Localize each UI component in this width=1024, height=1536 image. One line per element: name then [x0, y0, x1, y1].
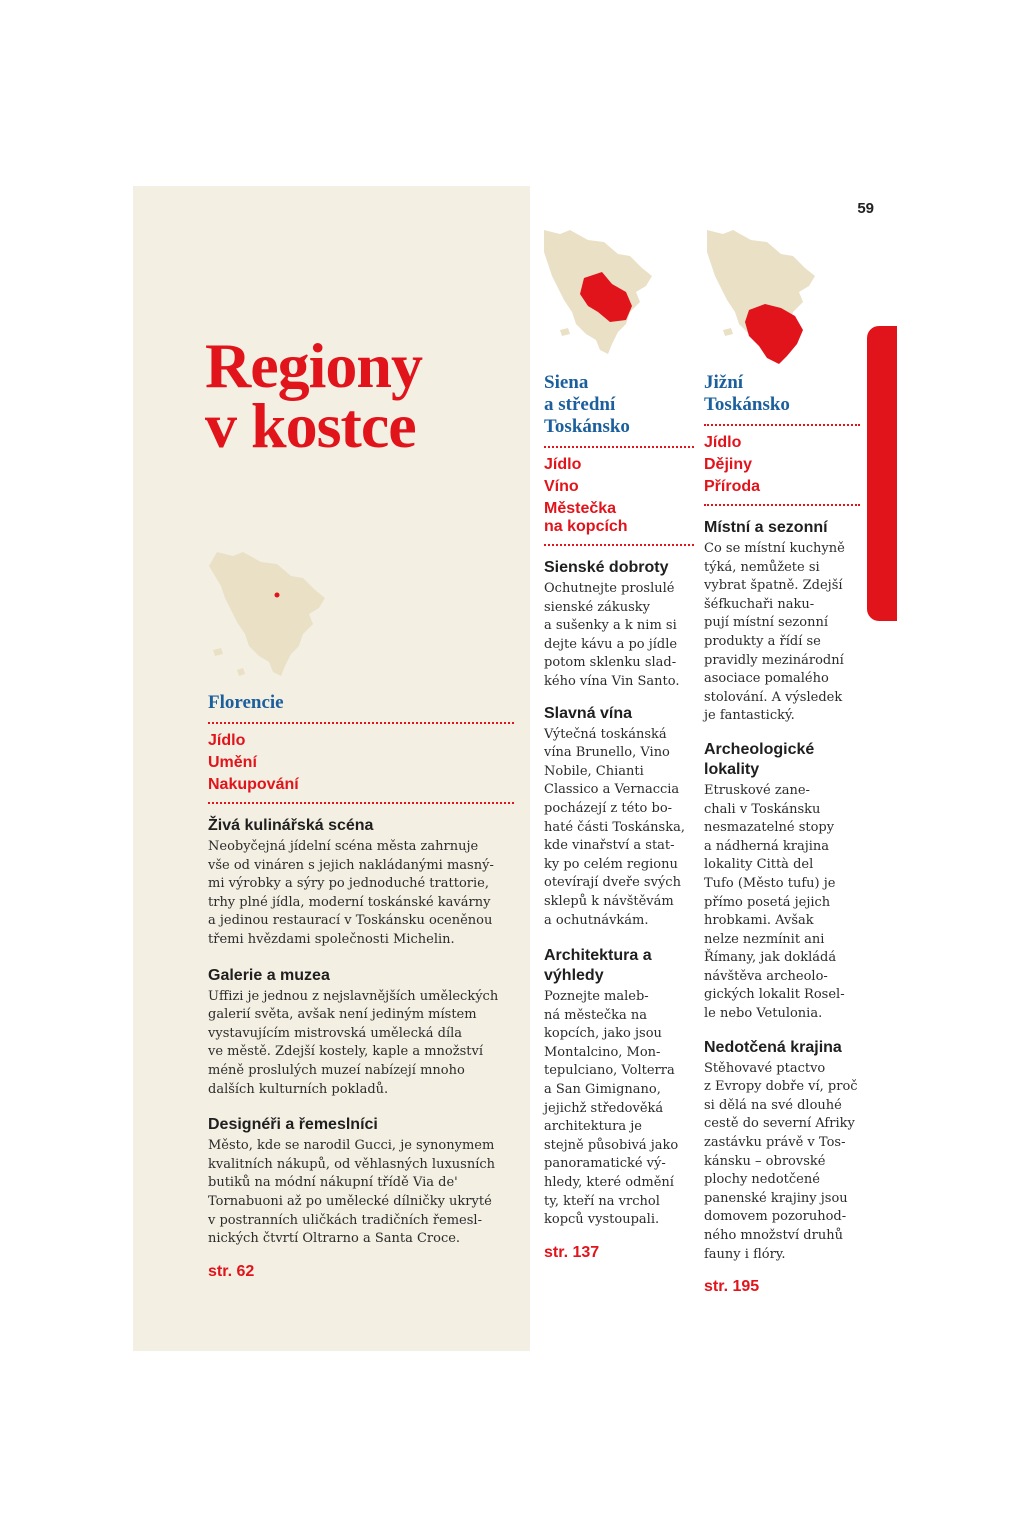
section-body: Uffizi je jednou z nejslavnějších uměleckých galerií světa, avšak není jediným místem vystavujícím mistrovská umělecká díla ve městě. Zdejší kostely, kaple a množství méně proslulých muzeí nabízejí mnoho dalších kulturních pokladů.: [208, 988, 499, 1097]
tag-item: na kopcích: [544, 518, 628, 535]
island-shape: [723, 328, 733, 336]
dotted-divider: [208, 802, 514, 804]
section-body: Co se místní kuchyně týká, nemůžete si vybrat špatně. Zdejší šéfkuchaři naku- pují místní sezonní produkty a řídí se pravidly mezinárodní asociace pomalého stolování. A výsledek je fantastický.: [704, 541, 845, 724]
region-name: [704, 372, 860, 416]
section-body: Etruskové zane- chali v Toskánsku nesmazatelné stopy a nádherná krajina lokality Città del Tufo (Město tufu) je přímo posetá jejich hrobkami. Avšak nelze nezmínit ani Římany, jak dokládá návštěva archeolo- gických lokalit Rosel- le nebo Vetulonia.: [704, 782, 845, 1022]
tag-item: Jídlo: [704, 434, 742, 451]
section-heading: Slavná vína: [544, 704, 633, 722]
section-heading: Designéři a řemeslníci: [208, 1116, 378, 1134]
section-body: Město, kde se narodil Gucci, je synonymem kvalitních nákupů, od věhlasných luxusních butiků na módní nákupní třídě Via de' Tornabuoni až po umělecké dílničky ukryté v postranních uličkách tradičních řemesl- nických čtvrtí Oltrarno a Santa Croce.: [208, 1138, 496, 1247]
dotted-divider: [704, 504, 860, 506]
section-body: Poznejte maleb- ná městečka na kopcích, jako jsou Montalcino, Mon- tepulciano, Volterra a San Gimignano, jejichž středověká architektura je stejně působivá jako panoramatické vý- hledy, které odmění ty, kteří na vrchol kopců vystoupali.: [544, 989, 679, 1228]
region-name: [208, 692, 514, 714]
region-highlight: [745, 304, 803, 364]
region-name-line: Toskánsko: [704, 394, 790, 415]
section-heading: Sienské dobroty: [544, 559, 669, 576]
tag-item: Jídlo: [544, 456, 582, 473]
tuscany-map-florence: [203, 548, 333, 683]
region-south: [704, 372, 860, 1296]
section-heading: Archeologické lokality: [704, 740, 815, 778]
region-name-line: a střední: [544, 394, 616, 415]
region-name-line: Toskánsko: [544, 416, 630, 437]
florence-location-dot: [275, 593, 280, 598]
tag-item: Příroda: [704, 478, 761, 495]
region-florence: [208, 692, 514, 1281]
page-reference-link[interactable]: str. 195: [704, 1278, 760, 1296]
page-title: [205, 330, 422, 461]
page-title-line-2: v kostce: [205, 390, 416, 461]
region-tags: [208, 730, 514, 796]
island-shape: [237, 668, 245, 676]
region-siena: [544, 372, 694, 1262]
page-number: 59: [857, 200, 874, 217]
page-reference-link[interactable]: str. 137: [544, 1243, 600, 1261]
section-heading: Architektura a výhledy: [544, 947, 652, 985]
tuscany-map-south: [703, 226, 833, 368]
section-heading: Galerie a muzea: [208, 966, 330, 984]
chapter-tab: [867, 326, 897, 621]
section-body: Ochutnejte proslulé sienské zákusky a sušenky a k nim si dejte kávu a po jídle potom sklenku slad- kého vína Vin Santo.: [544, 581, 680, 689]
page-title-line-1: Regiony: [205, 330, 422, 401]
tag-item: Dějiny: [704, 456, 753, 473]
section-heading: Místní a sezonní: [704, 519, 828, 536]
tuscany-shape: [209, 552, 325, 676]
region-name-line: Florencie: [208, 692, 284, 713]
region-name-line: Jižní: [704, 372, 744, 393]
tag-item: Jídlo: [208, 732, 246, 749]
tag-item: Nakupování: [208, 776, 299, 793]
tuscany-map-central: [540, 226, 670, 361]
region-name-line: Siena: [544, 372, 589, 393]
region-tags: [704, 432, 860, 498]
dotted-divider: [704, 424, 860, 426]
region-name: [544, 372, 694, 438]
tag-item: Umění: [208, 754, 257, 771]
section-body: Neobyčejná jídelní scéna města zahrnuje vše od vináren s jejich nakládanými masný- mi výrobky a sýry po jednoduché trattorie, trhy plné jídla, moderní toskánské kavárny a jedinou restaurací v Toskánsku oceněnou třemi hvězdami společnosti Michelin.: [208, 839, 494, 947]
dotted-divider: [544, 544, 694, 546]
island-shape: [560, 328, 570, 336]
section-body: Stěhovavé ptactvo z Evropy dobře ví, proč si dělá na své dlouhé cestě do severní Afriky zastávku právě v Tos- kánsku – obrovské plochy nedotčené panenské krajiny jsou domovem pozoruhod- ného množství druhů fauny i flóry.: [704, 1060, 858, 1262]
tag-item: Víno: [544, 478, 579, 495]
island-shape: [213, 648, 223, 656]
section-body: Výtečná toskánská vína Brunello, Vino Nobile, Chianti Classico a Vernaccia pocházejí z této bo- haté části Toskánska, kde vinařství a stat- ky po celém regionu otevírají dveře svých sklepů k návštěvám a ochutnávkám.: [544, 726, 685, 928]
dotted-divider: [208, 722, 514, 724]
region-tags: [544, 454, 694, 538]
section-heading: Živá kulinářská scéna: [208, 817, 374, 834]
page-reference-link[interactable]: str. 62: [208, 1262, 255, 1280]
tag-item: Městečka: [544, 500, 617, 517]
section-heading: Nedotčená krajina: [704, 1038, 842, 1056]
dotted-divider: [544, 446, 694, 448]
